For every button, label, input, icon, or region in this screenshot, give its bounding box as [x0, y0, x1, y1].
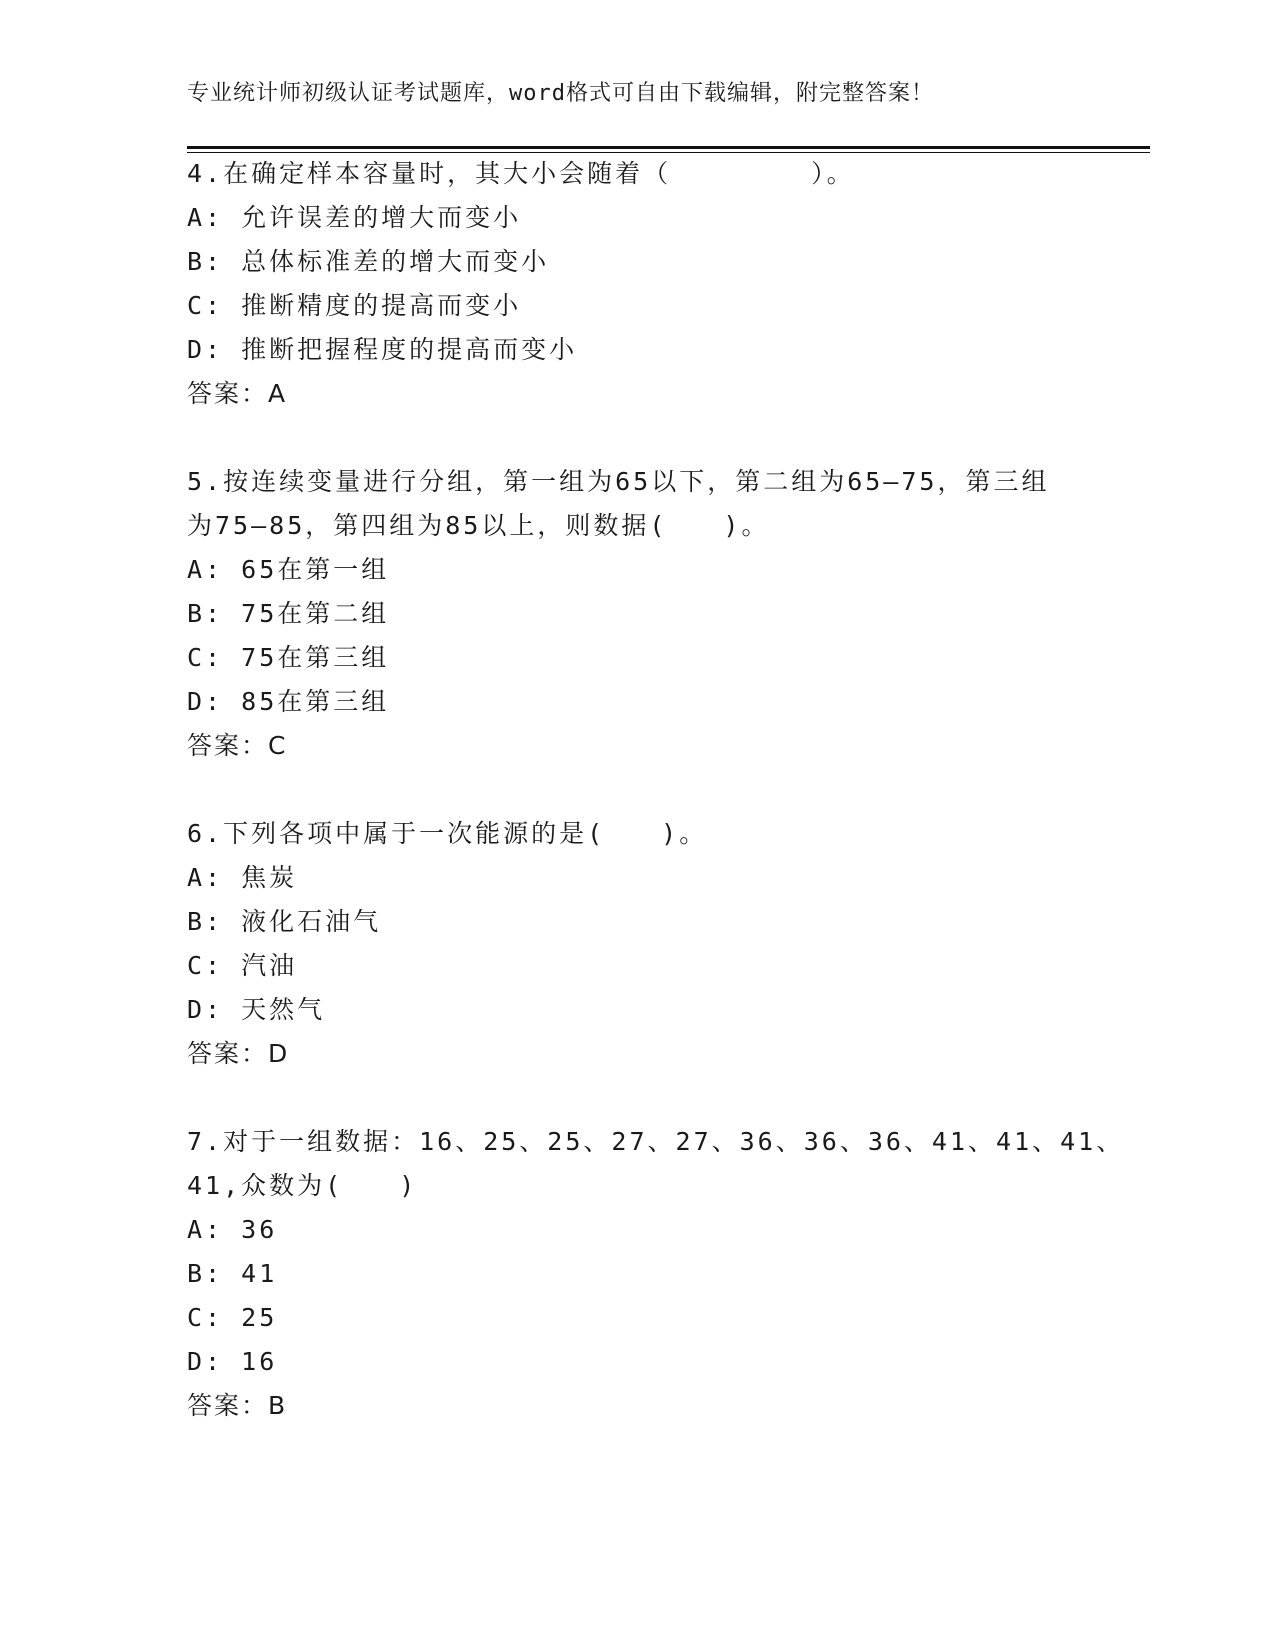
question-7-option-b: B: 41 — [187, 1259, 278, 1288]
question-6-option-b: B: 液化石油气 — [187, 907, 382, 936]
question-4-option-c: C: 推断精度的提高而变小 — [187, 291, 522, 320]
question-7-option-d: D: 16 — [187, 1347, 278, 1376]
page-header: 专业统计师初级认证考试题库，word格式可自由下载编辑，附完整答案！ — [187, 81, 934, 106]
question-4-answer: 答案：A — [187, 379, 288, 408]
header-divider — [187, 146, 1150, 153]
question-5-option-a: A: 65在第一组 — [187, 555, 390, 584]
question-6-stem: 6.下列各项中属于一次能源的是( )。 — [187, 819, 708, 848]
question-4-option-b: B: 总体标准差的增大而变小 — [187, 247, 550, 276]
question-6-option-a: A: 焦炭 — [187, 863, 298, 892]
question-5-option-b: B: 75在第二组 — [187, 599, 390, 628]
question-5-stem-line-1: 5.按连续变量进行分组，第一组为65以下，第二组为65—75，第三组 — [187, 467, 1050, 496]
question-6-answer: 答案：D — [187, 1039, 290, 1068]
question-6-option-c: C: 汽油 — [187, 951, 298, 980]
question-4-option-a: A: 允许误差的增大而变小 — [187, 203, 522, 232]
question-5-stem-line-2: 为75—85，第四组为85以上，则数据( )。 — [187, 511, 770, 540]
question-5-option-d: D: 85在第三组 — [187, 687, 390, 716]
question-4-option-d: D: 推断把握程度的提高而变小 — [187, 335, 578, 364]
question-7-stem-line-1: 7.对于一组数据：16、25、25、27、27、36、36、36、41、41、41、 — [187, 1127, 1125, 1156]
question-7-option-c: C: 25 — [187, 1303, 278, 1332]
question-6-option-d: D: 天然气 — [187, 995, 326, 1024]
question-4-stem: 4.在确定样本容量时，其大小会随着（ ）。 — [187, 159, 855, 188]
question-7-stem-line-2: 41,众数为( ) — [187, 1171, 418, 1200]
question-7-answer: 答案：B — [187, 1391, 288, 1420]
question-5-option-c: C: 75在第三组 — [187, 643, 390, 672]
question-5-answer: 答案：C — [187, 731, 288, 760]
question-7-option-a: A: 36 — [187, 1215, 278, 1244]
